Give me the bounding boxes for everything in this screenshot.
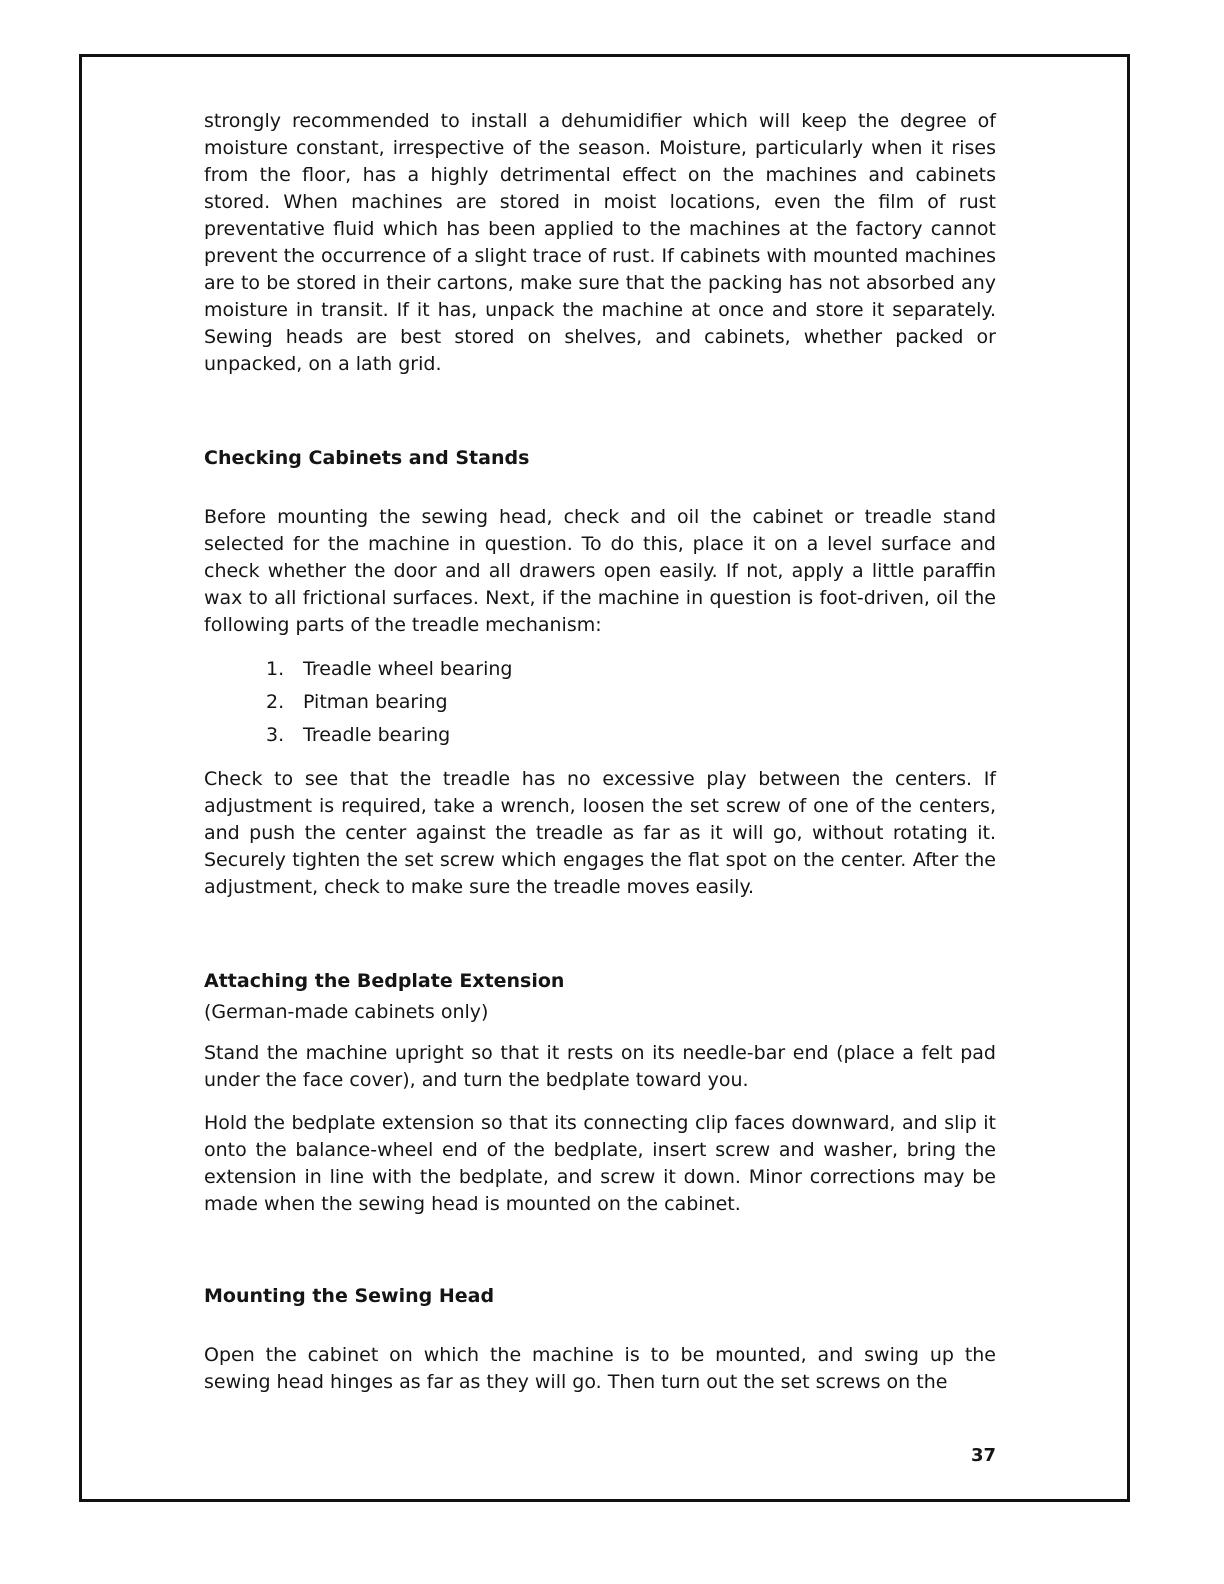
list-item-text: Treadle wheel bearing (303, 658, 513, 680)
heading-mounting-sewing-head: Mounting the Sewing Head (204, 1285, 495, 1307)
attaching-paragraph-2: Hold the bedplate extension so that its connecting clip faces downward, and slip it onto the balance-wheel end of the bedplate, insert screw and washer, bring the extension in line with the bedplate, and screw it down. Minor corrections may be made when the sewing head is mounted on the cabinet. (204, 1112, 996, 1215)
checking-paragraph-1: Before mounting the sewing head, check and oil the cabinet or treadle stand selected for the machine in question. To do this, place it on a level surface and check whether the door and all drawers open easily. If not, apply a little paraffin wax to all frictional surfaces. Next, if the machine in question is foot-driven, oil the following parts of the treadle mechanism: (204, 506, 996, 636)
mounting-paragraph-1: Open the cabinet on which the machine is to be mounted, and swing up the sewing head hinges as far as they will go. Then turn out the set screws on the (204, 1344, 996, 1393)
attaching-paragraph-1: Stand the machine upright so that it rests on its needle-bar end (place a felt pad under the face cover), and turn the bedplate toward you. (204, 1042, 996, 1091)
list-item-number: 2. (266, 691, 285, 713)
list-item-text: Pitman bearing (303, 691, 448, 713)
list-item (266, 719, 996, 752)
list-item (266, 653, 996, 686)
page-number: 37 (970, 1445, 996, 1466)
attaching-note: (German-made cabinets only) (204, 1001, 489, 1023)
intro-paragraph: strongly recommended to install a dehumidifier which will keep the degree of moisture constant, irrespective of the season. Moisture, particularly when it rises from the floor, has a highly detrimental effect on the machines and cabinets stored. When machines are stored in moist locations, even the film of rust preventative fluid which has been applied to the machines at the factory cannot prevent the occurrence of a slight trace of rust. If cabinets with mounted machines are to be stored in their cartons, make sure that the packing has not absorbed any moisture in transit. If it has, unpack the machine at once and store it separately. Sewing heads are best stored on shelves, and cabinets, whether packed or unpacked, on a lath grid. (204, 110, 996, 375)
list-item-number: 3. (266, 724, 285, 746)
checking-paragraph-2: Check to see that the treadle has no excessive play between the centers. If adjustment is required, take a wrench, loosen the set screw of one of the centers, and push the center against the treadle as far as it will go, without rotating it. Securely tighten the set screw which engages the flat spot on the center. After the adjustment, check to make sure the treadle moves easily. (204, 768, 996, 898)
treadle-parts-list (204, 653, 996, 752)
heading-checking-cabinets: Checking Cabinets and Stands (204, 447, 530, 469)
list-item-text: Treadle bearing (303, 724, 451, 746)
heading-attaching-bedplate: Attaching the Bedplate Extension (204, 970, 565, 992)
list-item-number: 1. (266, 658, 285, 680)
list-item (266, 686, 996, 719)
page-content (204, 108, 996, 1396)
